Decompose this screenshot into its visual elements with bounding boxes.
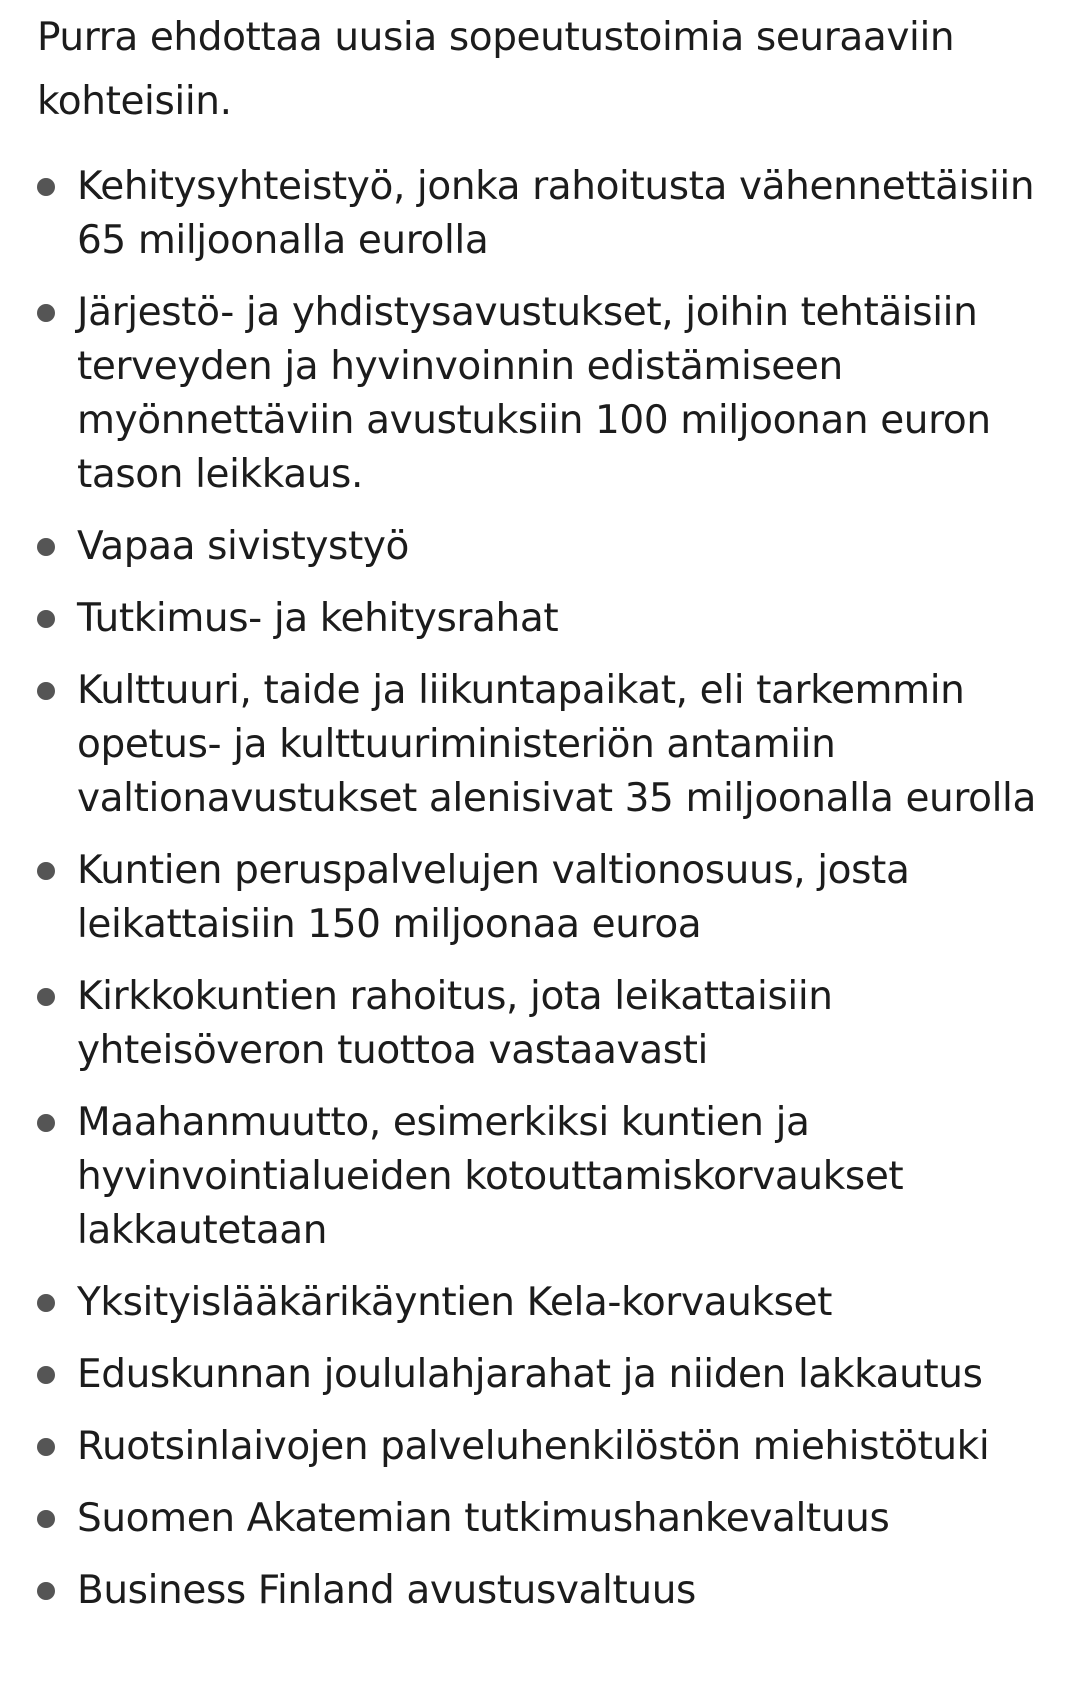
bullet-text: Kuntien peruspalvelujen valtionosuus, josta leikattaisiin 150 miljoonaa euroa [77, 848, 910, 947]
bullet-item [37, 1276, 1040, 1330]
bullet-dot-icon [37, 988, 55, 1006]
bullet-text: Järjestö- ja yhdistysavustukset, joihin tehtäisiin terveyden ja hyvinvoinnin edistämiseen myönnettäviin avustuksiin 100 miljoonan euron tason leikkaus. [77, 290, 991, 497]
bullet-text: Ruotsinlaivojen palveluhenkilöstön miehistötuki [77, 1424, 990, 1469]
bullet-dot-icon [37, 862, 55, 880]
bullet-text: Kulttuuri, taide ja liikuntapaikat, eli tarkemmin opetus- ja kulttuuriministeriön antamiin valtionavustukset alenisivat 35 miljoonalla eurolla [77, 668, 1036, 821]
bullet-text: Tutkimus- ja kehitysrahat [77, 596, 559, 641]
intro-paragraph: Purra ehdottaa uusia sopeutustoimia seuraaviin kohteisiin. [37, 15, 955, 124]
bullet-item [37, 286, 1040, 502]
bullet-text: Suomen Akatemian tutkimushankevaltuus [77, 1496, 890, 1541]
bullet-dot-icon [37, 538, 55, 556]
bullet-item [37, 844, 1040, 952]
bullet-dot-icon [37, 1114, 55, 1132]
bullet-item [37, 1096, 1040, 1258]
bullet-item [37, 520, 1040, 574]
bullet-dot-icon [37, 178, 55, 196]
bullet-dot-icon [37, 610, 55, 628]
bullet-text: Maahanmuutto, esimerkiksi kuntien ja hyvinvointialueiden kotouttamiskorvaukset lakkautetaan [77, 1100, 904, 1253]
bullet-dot-icon [37, 304, 55, 322]
bullet-text: Kehitysyhteistyö, jonka rahoitusta vähennettäisiin 65 miljoonalla eurolla [77, 164, 1035, 263]
bullet-item [37, 592, 1040, 646]
bullet-dot-icon [37, 1582, 55, 1600]
bullet-dot-icon [37, 1366, 55, 1384]
bullet-item [37, 1492, 1040, 1546]
bullet-text: Eduskunnan joululahjarahat ja niiden lakkautus [77, 1352, 983, 1397]
bullet-item [37, 160, 1040, 268]
bullet-item [37, 970, 1040, 1078]
bullet-text: Business Finland avustusvaltuus [77, 1568, 696, 1613]
bullet-dot-icon [37, 1294, 55, 1312]
bullet-dot-icon [37, 1438, 55, 1456]
bullet-text: Kirkkokuntien rahoitus, jota leikattaisiin yhteisöveron tuottoa vastaavasti [77, 974, 833, 1073]
bullet-text: Yksityislääkärikäyntien Kela-korvaukset [77, 1280, 833, 1325]
bullet-item [37, 1348, 1040, 1402]
bullet-list [37, 160, 1040, 1618]
bullet-item [37, 1564, 1040, 1618]
bullet-text: Vapaa sivistystyö [77, 524, 410, 569]
bullet-item [37, 1420, 1040, 1474]
bullet-dot-icon [37, 1510, 55, 1528]
bullet-item [37, 664, 1040, 826]
bullet-dot-icon [37, 682, 55, 700]
